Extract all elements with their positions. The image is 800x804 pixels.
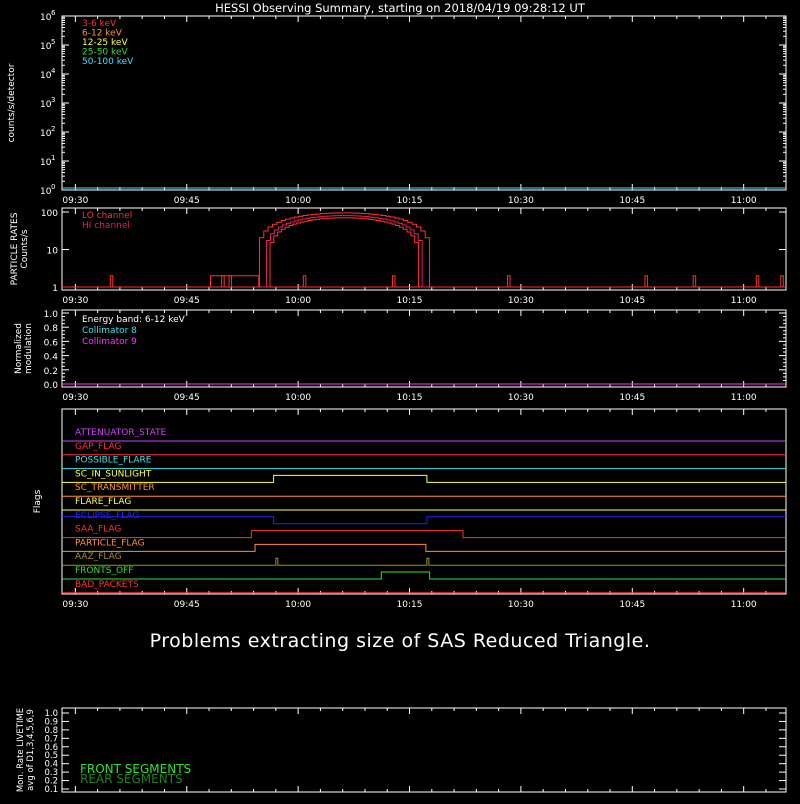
y-tick-exponent: 3 bbox=[51, 96, 56, 104]
y-tick-label: 100 bbox=[40, 209, 58, 219]
particle-legend-hi: HI channel bbox=[82, 221, 130, 231]
particle-spike bbox=[781, 276, 784, 287]
live-ylabel2: avg of D1,3,4,5,6,9 bbox=[26, 709, 36, 791]
flag-label: GAP_FLAG bbox=[75, 441, 122, 452]
x-tick-label: 11:00 bbox=[730, 196, 757, 206]
chart-title: HESSI Observing Summary, starting on 2018/04/19 09:28:12 UT bbox=[215, 1, 585, 15]
particle-spike bbox=[508, 276, 511, 287]
y-tick-label: 1.0 bbox=[44, 709, 58, 719]
flag-trace bbox=[62, 544, 786, 551]
particle-spike bbox=[222, 276, 225, 287]
flags-ylabel: Flags bbox=[33, 489, 43, 514]
x-tick-label: 10:45 bbox=[619, 196, 646, 206]
particle-spike bbox=[693, 276, 696, 287]
particle-spike bbox=[645, 276, 648, 287]
particle-ylabel2: Counts/s bbox=[20, 229, 30, 269]
particle-spike bbox=[303, 276, 306, 287]
flag-label: PARTICLE_FLAG bbox=[75, 538, 145, 549]
particle-spike bbox=[229, 276, 232, 287]
y-tick-exponent: 0 bbox=[51, 183, 56, 191]
modul-ylabel: Normalized bbox=[14, 322, 24, 375]
x-tick-label: 10:00 bbox=[285, 296, 312, 306]
flag-label: FLARE_FLAG bbox=[75, 497, 132, 507]
x-tick-label: 09:30 bbox=[62, 296, 89, 306]
flag-trace bbox=[62, 475, 786, 482]
counts-legend-entry: 25-50 keV bbox=[82, 47, 128, 58]
y-tick-label: 10 bbox=[40, 129, 52, 139]
y-tick-label: 0.3 bbox=[44, 768, 58, 779]
x-tick-label: 10:00 bbox=[285, 600, 312, 610]
x-tick-label: 09:45 bbox=[173, 600, 200, 610]
modul-ylabel2: modulation bbox=[24, 323, 34, 374]
particle-ylabel: PARTICLE RATES bbox=[10, 212, 20, 286]
y-tick-label: 0.2 bbox=[43, 366, 58, 377]
flag-label: BAD_PACKETS bbox=[75, 579, 139, 590]
particle-legend-lo: LO channel bbox=[82, 211, 133, 221]
y-tick-exponent: 1 bbox=[51, 154, 56, 162]
y-tick-label: 0.7 bbox=[44, 734, 58, 745]
flag-label: ATTENUATOR_STATE bbox=[75, 428, 167, 438]
x-tick-label: 09:30 bbox=[62, 196, 89, 206]
x-tick-label: 09:30 bbox=[62, 600, 89, 610]
flag-label: FRONTS_OFF bbox=[75, 566, 134, 576]
counts-legend-entry: 12-25 keV bbox=[82, 38, 128, 48]
x-tick-label: 11:00 bbox=[730, 296, 757, 306]
counts-legend-entry: 3-6 keV bbox=[82, 19, 117, 29]
y-tick-label: 10 bbox=[40, 71, 52, 81]
particle-frame bbox=[62, 208, 786, 290]
x-tick-label: 10:30 bbox=[507, 393, 534, 403]
status-message: Problems extracting size of SAS Reduced Triangle. bbox=[149, 630, 651, 652]
y-tick-label: 0.6 bbox=[43, 338, 58, 349]
modul-legend-c9: Collimator 9 bbox=[82, 337, 137, 347]
flag-trace bbox=[62, 531, 786, 538]
y-tick-label: 1 bbox=[52, 284, 58, 294]
y-tick-label: 1.0 bbox=[43, 310, 58, 320]
flag-label: AAZ_FLAG bbox=[75, 552, 122, 563]
x-tick-label: 09:45 bbox=[173, 196, 200, 206]
y-tick-label: 0.4 bbox=[44, 759, 58, 770]
flag-label: ECLIPSE_FLAG bbox=[75, 510, 140, 521]
x-tick-label: 10:15 bbox=[396, 296, 423, 306]
x-tick-label: 11:00 bbox=[730, 393, 757, 403]
y-tick-label: 0.8 bbox=[44, 725, 58, 736]
x-tick-label: 10:30 bbox=[507, 196, 534, 206]
x-tick-label: 10:45 bbox=[619, 296, 646, 306]
counts-legend-entry: 6-12 keV bbox=[82, 28, 122, 39]
y-tick-label: 0.6 bbox=[44, 742, 58, 753]
y-tick-label: 0.1 bbox=[44, 785, 58, 795]
flags-frame bbox=[62, 409, 786, 594]
counts-frame bbox=[62, 16, 786, 190]
particle-series-lo bbox=[255, 213, 434, 287]
particle-series-lo-inner bbox=[266, 218, 422, 287]
x-tick-label: 10:45 bbox=[619, 600, 646, 610]
y-tick-label: 0.5 bbox=[44, 751, 58, 762]
flag-label: SC_TRANSMITTER bbox=[75, 483, 155, 494]
y-tick-label: 0.0 bbox=[43, 381, 58, 391]
y-tick-label: 10 bbox=[40, 158, 52, 168]
y-tick-exponent: 2 bbox=[51, 125, 56, 133]
y-tick-label: 0.9 bbox=[44, 717, 58, 728]
counts-legend-entry: 50-100 keV bbox=[82, 57, 134, 67]
modul-legend-c8: Collimator 8 bbox=[82, 326, 137, 336]
particle-spike bbox=[110, 276, 113, 287]
y-tick-label: 10 bbox=[40, 187, 52, 197]
x-tick-label: 10:15 bbox=[396, 196, 423, 206]
x-tick-label: 10:30 bbox=[507, 296, 534, 306]
x-tick-label: 10:00 bbox=[285, 196, 312, 206]
live-legend-rear: REAR SEGMENTS bbox=[80, 772, 183, 786]
live-legend-front: FRONT SEGMENTS bbox=[80, 762, 192, 776]
y-tick-label: 10 bbox=[40, 42, 52, 52]
modul-legend-band: Energy band: 6-12 keV bbox=[82, 315, 185, 325]
flag-trace bbox=[62, 558, 786, 565]
x-tick-label: 09:30 bbox=[62, 393, 89, 403]
particle-spike bbox=[392, 276, 395, 287]
particle-series-hi bbox=[262, 216, 426, 287]
flag-label: POSSIBLE_FLARE bbox=[75, 455, 152, 466]
flag-label: SC_IN_SUNLIGHT bbox=[75, 469, 152, 480]
x-tick-label: 11:00 bbox=[730, 600, 757, 610]
y-tick-label: 0.4 bbox=[43, 352, 58, 363]
counts-ylabel: counts/s/detector bbox=[7, 63, 17, 143]
y-tick-exponent: 5 bbox=[51, 38, 56, 46]
x-tick-label: 10:00 bbox=[285, 393, 312, 403]
x-tick-label: 10:45 bbox=[619, 393, 646, 403]
y-tick-label: 10 bbox=[40, 13, 52, 23]
live-ylabel: Mon. Rate LIVETIME bbox=[16, 707, 26, 793]
x-tick-label: 10:15 bbox=[396, 393, 423, 403]
y-tick-exponent: 6 bbox=[51, 9, 56, 17]
y-tick-label: 0.2 bbox=[44, 776, 58, 787]
x-tick-label: 10:30 bbox=[507, 600, 534, 610]
x-tick-label: 09:45 bbox=[173, 393, 200, 403]
flag-trace bbox=[62, 572, 786, 579]
y-tick-exponent: 4 bbox=[51, 67, 56, 75]
y-tick-label: 10 bbox=[40, 100, 52, 110]
particle-shoulder bbox=[211, 276, 259, 287]
particle-spike bbox=[756, 276, 759, 287]
flag-trace bbox=[62, 517, 786, 524]
y-tick-label: 10 bbox=[46, 246, 58, 257]
y-tick-label: 0.8 bbox=[43, 324, 58, 335]
flag-label: SAA_FLAG bbox=[75, 524, 122, 535]
x-tick-label: 09:45 bbox=[173, 296, 200, 306]
x-tick-label: 10:15 bbox=[396, 600, 423, 610]
